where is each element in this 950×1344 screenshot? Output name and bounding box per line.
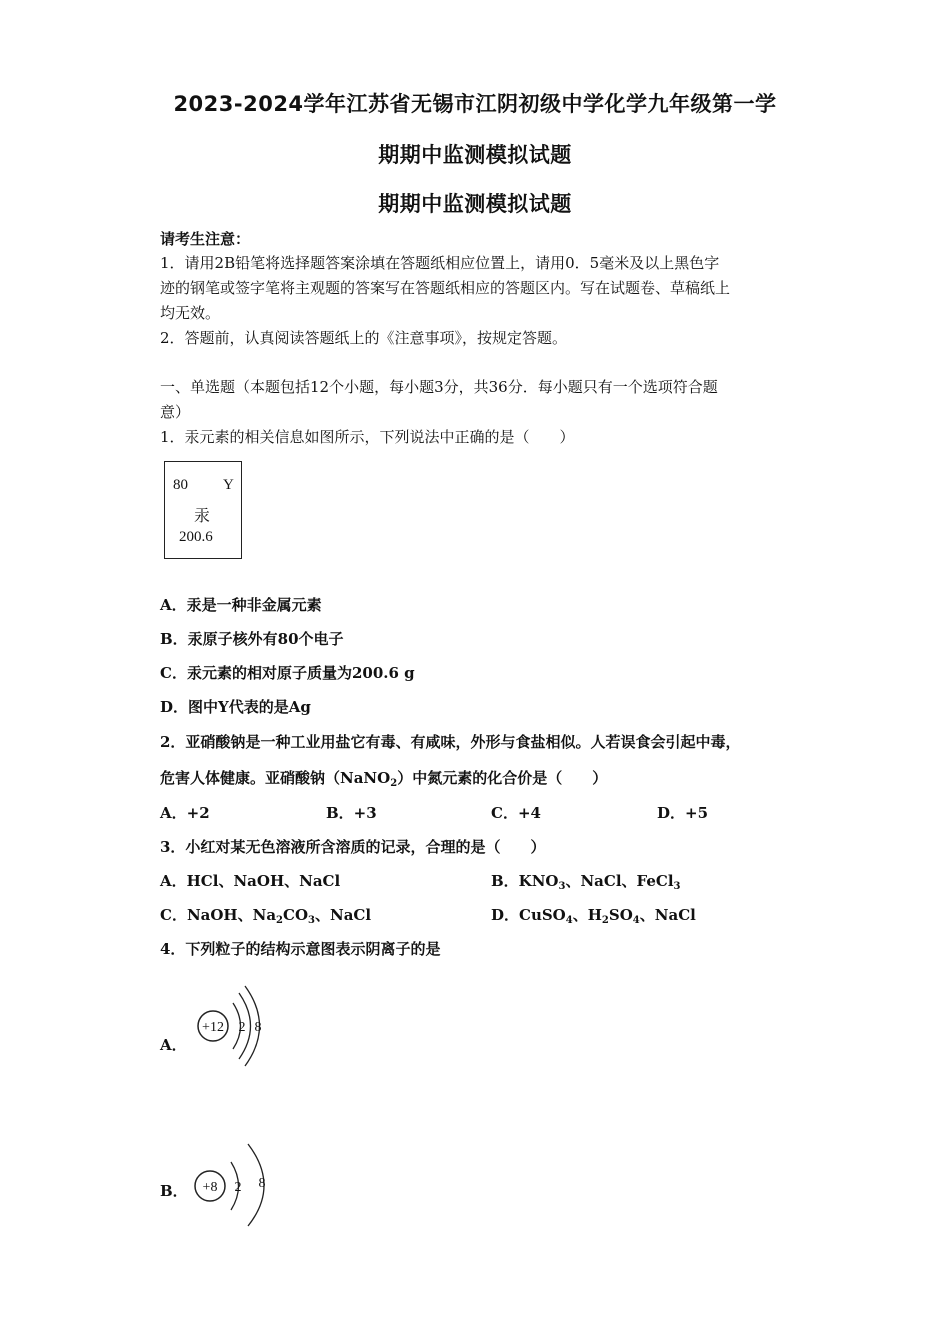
- shell-electrons-a-2: 8: [254, 1020, 262, 1035]
- notice-item-1-line-1: 1．请用2B铅笔将选择题答案涂填在答题纸相应位置上，请用0．5毫米及以上黑色字: [160, 254, 720, 272]
- title-line-1: 2023-2024学年江苏省无锡市江阴初级中学化学九年级第一学: [173, 92, 777, 116]
- title-line-3: 期期中监测模拟试题: [378, 192, 572, 216]
- question-2-option-c: C．+4: [491, 804, 541, 822]
- question-1-option-c: C．汞元素的相对原子质量为200.6 g: [160, 664, 415, 682]
- element-name: 汞: [194, 506, 211, 525]
- question-2-option-a: A．+2: [160, 804, 210, 822]
- notice-heading: 请考生注意：: [160, 230, 251, 248]
- nucleus-charge-b: +8: [202, 1180, 218, 1195]
- title-line-2: 期期中监测模拟试题: [378, 143, 572, 167]
- question-1-option-a: A．汞是一种非金属元素: [160, 596, 322, 614]
- atomic-mass: 200.6: [179, 529, 213, 545]
- question-2-option-d: D．+5: [657, 804, 709, 822]
- shell-electrons-b-2: 8: [258, 1176, 266, 1191]
- notice-item-1-line-2: 迹的钢笔或签字笔将主观题的答案写在答题纸相应的答题区内。写在试题卷、草稿纸上: [160, 279, 731, 297]
- element-card: [164, 461, 242, 559]
- nucleus-charge-a: +12: [202, 1020, 224, 1035]
- question-4-option-a-label: A．: [160, 1036, 187, 1054]
- shell-electrons-a-1: 2: [238, 1020, 246, 1035]
- question-4-stem: 4．下列粒子的结构示意图表示阴离子的是: [160, 940, 441, 958]
- question-1-option-b: B．汞原子核外有80个电子: [160, 630, 344, 648]
- question-3-stem: 3．小红对某无色溶液所含溶质的记录，合理的是（ ）: [160, 838, 546, 856]
- notice-item-2: 2．答题前，认真阅读答题纸上的《注意事项》，按规定答题。: [160, 329, 568, 347]
- atom-diagram-a: [190, 985, 270, 1070]
- question-1-stem: 1．汞元素的相关信息如图所示，下列说法中正确的是（ ）: [160, 428, 575, 446]
- section-heading-line-2: 意）: [160, 403, 191, 421]
- question-2-option-b: B．+3: [326, 804, 377, 822]
- question-3-option-b: B．$KNO_3$、NaCl、FeCl$_3$: [491, 872, 681, 892]
- section-heading-line-1: 一、单选题（本题包括12个小题，每小题3分，共36分．每小题只有一个选项符合题: [160, 378, 718, 396]
- atom-diagram-b: [190, 1140, 270, 1230]
- shell-electrons-b-1: 2: [234, 1180, 242, 1195]
- question-2-stem-line-2: 危害人体健康。亚硝酸钠（NaNO$_2$）中氮元素的化合价是（ ）: [160, 769, 608, 789]
- element-symbol: Y: [223, 477, 234, 493]
- question-2-stem-line-1: 2．亚硝酸钠是一种工业用盐它有毒、有咸味，外形与食盐相似。人若误食会引起中毒，: [160, 733, 741, 751]
- question-3-option-a: A．HCl、NaOH、NaCl: [160, 872, 341, 890]
- question-3-option-c: C．NaOH、$Na_2CO_3$、NaCl: [160, 906, 372, 926]
- atomic-number: 80: [173, 477, 188, 493]
- question-1-option-d: D．图中Y代表的是Ag: [160, 698, 311, 716]
- question-3-option-d: D．CuSO$_4$、$H_2SO_4$、NaCl: [491, 906, 696, 926]
- question-4-option-b-label: B．: [160, 1182, 188, 1200]
- notice-item-1-line-3: 均无效。: [160, 304, 221, 322]
